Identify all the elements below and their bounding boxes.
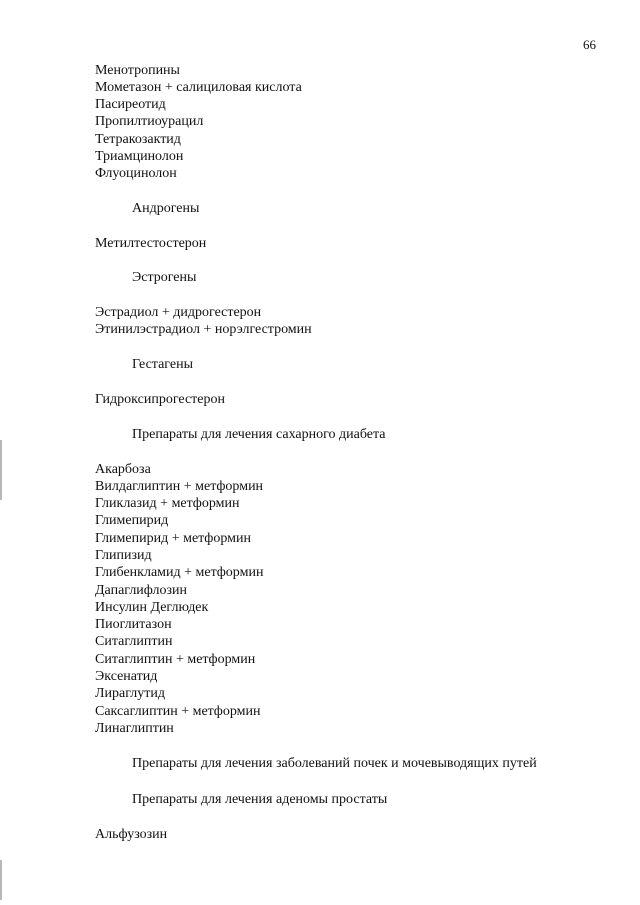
scan-edge-mark bbox=[0, 440, 2, 500]
list-item: Флуоцинолон bbox=[95, 166, 177, 181]
list-item: Лираглутид bbox=[95, 686, 165, 701]
list-item: Метилтестостерон bbox=[95, 236, 207, 251]
list-item: Дапаглифлозин bbox=[95, 583, 188, 598]
scan-edge-mark bbox=[0, 860, 2, 900]
section-heading: Андрогены bbox=[132, 201, 200, 216]
section-heading: Гестагены bbox=[132, 357, 193, 372]
list-item: Ситаглиптин + метформин bbox=[95, 652, 256, 667]
list-item: Акарбоза bbox=[95, 462, 151, 477]
list-item: Инсулин Деглюдек bbox=[95, 600, 209, 615]
list-item: Мометазон + салициловая кислота bbox=[95, 80, 302, 95]
list-item: Этинилэстрадиол + норэлгестромин bbox=[95, 322, 312, 337]
list-item: Гидроксипрогестерон bbox=[95, 392, 225, 407]
list-item: Гликлазид + метформин bbox=[95, 496, 240, 511]
list-item: Эстрадиол + дидрогестерон bbox=[95, 305, 262, 320]
list-item: Глипизид bbox=[95, 548, 152, 563]
list-item: Альфузозин bbox=[95, 827, 168, 842]
list-item: Пиоглитазон bbox=[95, 617, 172, 632]
list-item: Тетракозактид bbox=[95, 132, 181, 147]
list-item: Вилдаглиптин + метформин bbox=[95, 479, 264, 494]
section-heading: Эстрогены bbox=[132, 270, 197, 285]
section-heading: Препараты для лечения сахарного диабета bbox=[132, 427, 386, 442]
list-item: Эксенатид bbox=[95, 669, 158, 684]
list-item: Ситаглиптин bbox=[95, 634, 173, 649]
list-item: Глимепирид bbox=[95, 513, 169, 528]
list-item: Менотропины bbox=[95, 63, 180, 78]
section-heading: Препараты для лечения заболеваний почек и мочевыводящих путей bbox=[132, 756, 537, 771]
list-item: Пропилтиоурацил bbox=[95, 114, 204, 129]
list-item: Пасиреотид bbox=[95, 97, 166, 112]
list-item: Линаглиптин bbox=[95, 721, 174, 736]
section-heading: Препараты для лечения аденомы простаты bbox=[132, 792, 388, 807]
list-item: Триамцинолон bbox=[95, 149, 184, 164]
list-item: Глибенкламид + метформин bbox=[95, 565, 264, 580]
page-number: 66 bbox=[583, 37, 596, 52]
list-item: Саксаглиптин + метформин bbox=[95, 704, 261, 719]
list-item: Глимепирид + метформин bbox=[95, 531, 251, 546]
